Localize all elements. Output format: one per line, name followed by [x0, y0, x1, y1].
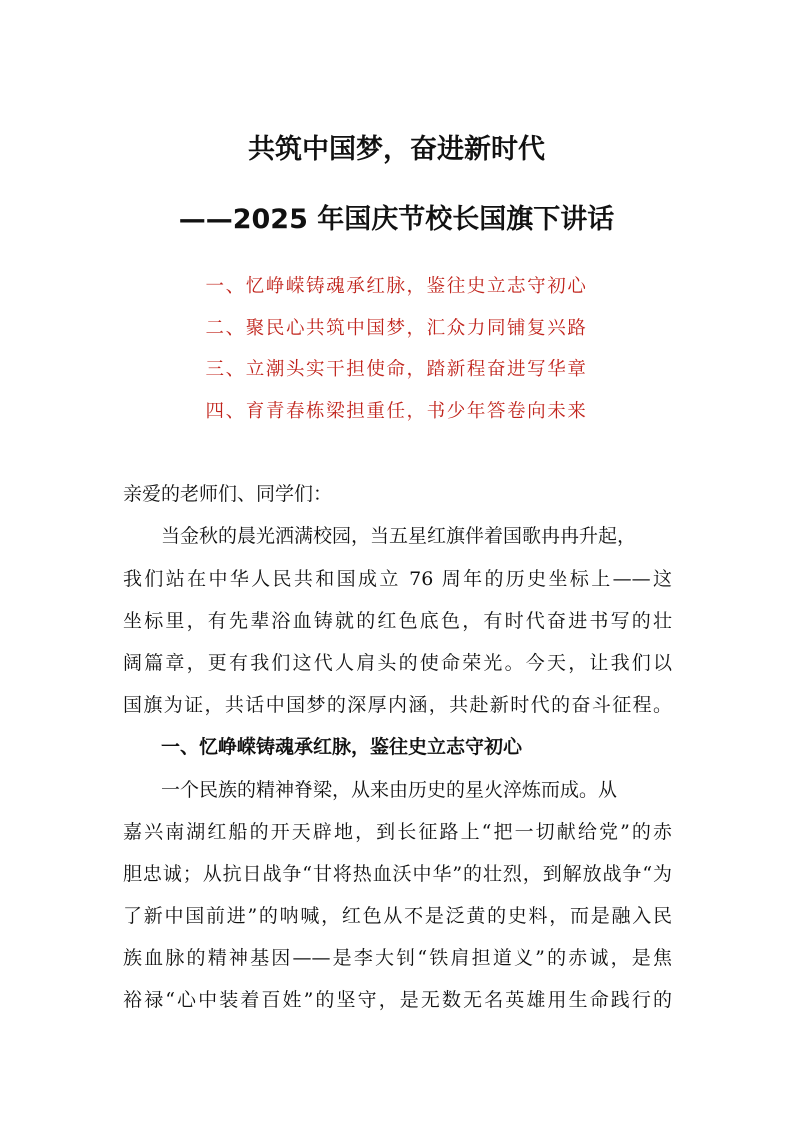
paragraph-line: 国旗为证，共话中国梦的深厚内涵，共赴新时代的奋斗征程。	[123, 694, 672, 716]
outline-item: 四、育青春栋梁担重任，书少年答卷向未来	[205, 401, 588, 422]
greeting: 亲爱的老师们、同学们：	[123, 483, 333, 505]
outline-item: 三、立潮头实干担使命，踏新程奋进写华章	[205, 359, 588, 380]
outline-item: 二、聚民心共筑中国梦，汇众力同铺复兴路	[205, 318, 588, 339]
paragraph-line: 我们站在中华人民共和国成立 76 周年的历史坐标上——这	[123, 568, 672, 590]
paragraph-line: 嘉兴南湖红船的开天辟地，到长征路上“把一切献给党”的赤	[123, 821, 672, 843]
paragraph-line: 族血脉的精神基因——是李大钊“铁肩担道义”的赤诚，是焦	[123, 947, 672, 969]
paragraph-line: 阔篇章，更有我们这代人肩头的使命荣光。今天，让我们以	[123, 652, 672, 674]
paragraph-line: 裕禄“心中装着百姓”的坚守，是无数无名英雄用生命践行的	[123, 989, 672, 1011]
section-heading: 一、忆峥嵘铸魂承红脉，鉴往史立志守初心	[161, 736, 523, 758]
paragraph-line: 坐标里，有先辈浴血铸就的红色底色，有时代奋进书写的壮	[123, 610, 672, 632]
outline-item: 一、忆峥嵘铸魂承红脉，鉴往史立志守初心	[205, 276, 588, 297]
paragraph-line: 当金秋的晨光洒满校园，当五星红旗伴着国歌冉冉升起，	[161, 525, 637, 547]
document-subtitle: ——2025 年国庆节校长国旗下讲话	[178, 204, 615, 235]
paragraph-line: 胆忠诚；从抗日战争“甘将热血沃中华”的壮烈，到解放战争“为	[123, 863, 672, 885]
document-title: 共筑中国梦，奋进新时代	[248, 134, 545, 165]
paragraph-line: 一个民族的精神脊梁，从来由历史的星火淬炼而成。从	[161, 779, 618, 801]
paragraph-line: 了新中国前进”的呐喊，红色从不是泛黄的史料，而是融入民	[123, 905, 672, 927]
